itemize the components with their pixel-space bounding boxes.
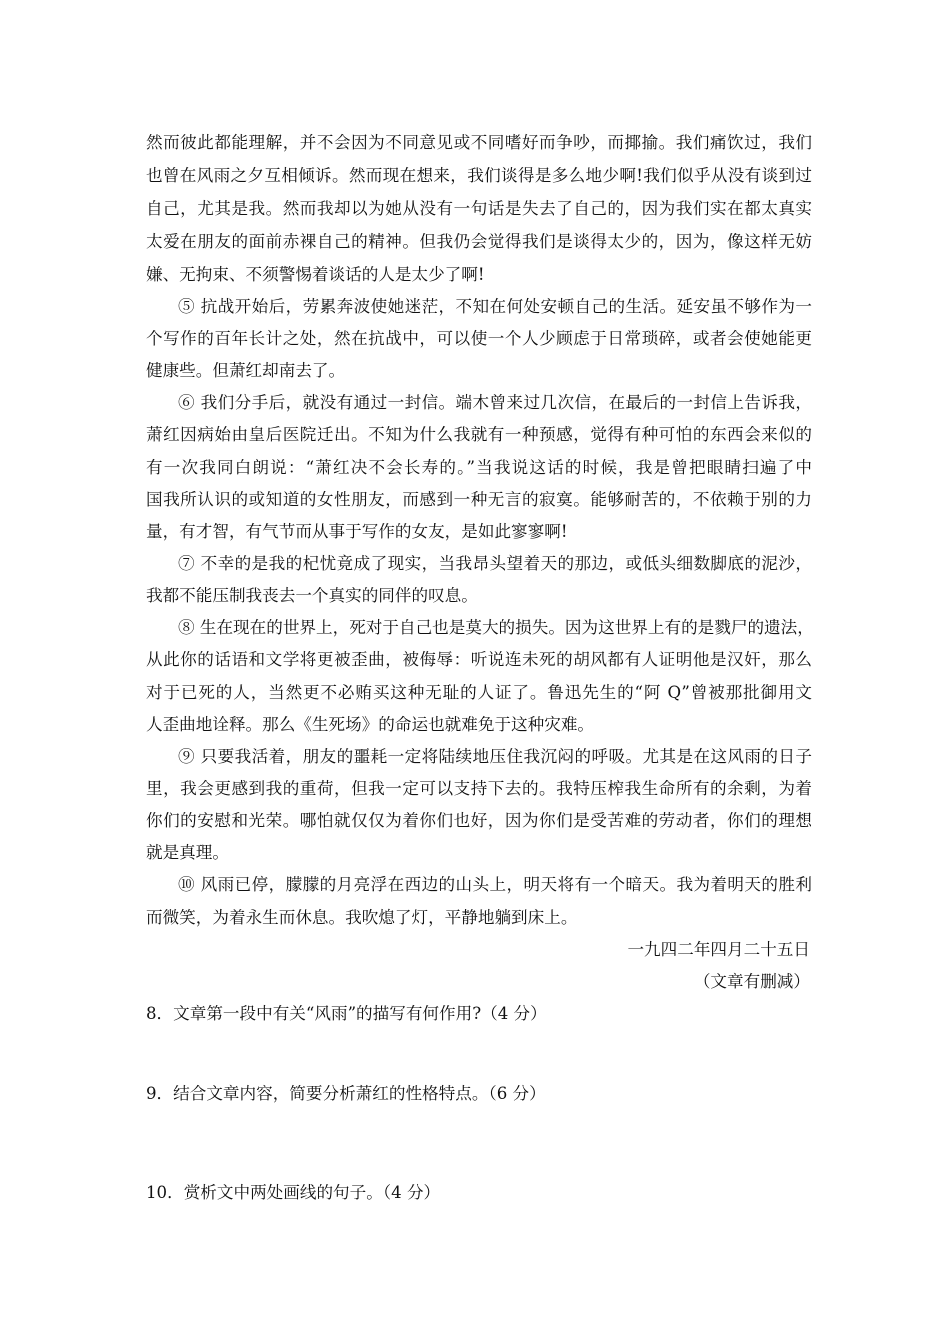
text-line: 你们的安慰和光荣。哪怕就仅仅为着你们也好，因为你们是受苦难的劳动者，你们的理想	[146, 811, 812, 830]
text-line: 而微笑，为着永生而休息。我吹熄了灯，平静地躺到床上。	[146, 908, 578, 927]
text-line: 里，我会更感到我的重荷，但我一定可以支持下去的。我特压榨我生命所有的余剩，为着	[146, 779, 812, 798]
text-line: 就是真理。	[146, 843, 229, 862]
paragraph-9-line: ⑨ 只要我活着，朋友的噩耗一定将陆续地压住我沉闷的呼吸。尤其是在这风雨的日子	[178, 747, 812, 766]
text-line: 自己，尤其是我。然而我却以为她从没有一句话是失去了自己的，因为我们实在都太真实	[146, 199, 812, 218]
text-line: 人歪曲地诠释。那么《生死场》的命运也就难免于这种灾难。	[146, 715, 595, 734]
text-line: 也曾在风雨之夕互相倾诉。然而现在想来，我们谈得是多么地少啊!我们似乎从没有谈到过	[146, 166, 812, 185]
text-line: 对于已死的人，当然更不必贿买这种无耻的人证了。鲁迅先生的“阿 Q”曾被那批御用文	[146, 683, 812, 702]
question-9: 9．结合文章内容，简要分析萧红的性格特点。（6 分）	[146, 1084, 546, 1103]
question-8: 8．文章第一段中有关“风雨”的描写有何作用?（4 分）	[146, 1004, 547, 1023]
text-line: 国我所认识的或知道的女性朋友，而感到一种无言的寂寞。能够耐苦的，不依赖于别的力	[146, 490, 812, 509]
paragraph-7-line: ⑦ 不幸的是我的杞忧竟成了现实，当我昂头望着天的那边，或低头细数脚底的泥沙，	[178, 554, 812, 573]
article-date: 一九四二年四月二十五日	[627, 940, 810, 959]
paragraph-8-line: ⑧ 生在现在的世界上，死对于自己也是莫大的损失。因为这世界上有的是戮尸的遗法，	[178, 618, 814, 637]
text-line: 量，有才智，有气节而从事于写作的女友，是如此寥寥啊!	[146, 522, 568, 541]
paragraph-5-line: ⑤ 抗战开始后，劳累奔波使她迷茫，不知在何处安顿自己的生活。延安虽不够作为一	[178, 297, 812, 316]
text-line: 萧红因病始由皇后医院迁出。不知为什么我就有一种预感，觉得有种可怕的东西会来似的	[146, 425, 812, 444]
text-line: 嫌、无拘束、不须警惕着谈话的人是太少了啊!	[146, 265, 485, 284]
text-line: 然而彼此都能理解，并不会因为不同意见或不同嗜好而争吵，而揶揄。我们痛饮过，我们	[146, 133, 812, 152]
paragraph-10-line: ⑩ 风雨已停，朦朦的月亮浮在西边的山头上，明天将有一个暗天。我为着明天的胜利	[178, 875, 812, 894]
text-line: 太爱在朋友的面前赤裸自己的精神。但我仍会觉得我们是谈得太少的，因为，像这样无妨	[146, 232, 812, 251]
edit-note: （文章有删减）	[693, 972, 810, 991]
text-line: 个写作的百年长计之处，然在抗战中，可以使一个人少顾虑于日常琐碎，或者会使她能更	[146, 329, 812, 348]
text-line: 健康些。但萧红却南去了。	[146, 361, 346, 380]
question-10: 10．赏析文中两处画线的句子。（4 分）	[146, 1183, 441, 1202]
text-line: 我都不能压制我丧去一个真实的同伴的叹息。	[146, 586, 478, 605]
paragraph-6-line: ⑥ 我们分手后，就没有通过一封信。端木曾来过几次信，在最后的一封信上告诉我，	[178, 393, 812, 412]
text-line: 有一次我同白朗说：“萧红决不会长寿的。”当我说这话的时候，我是曾把眼睛扫遍了中	[146, 458, 812, 477]
text-line: 从此你的话语和文学将更被歪曲，被侮辱：听说连未死的胡风都有人证明他是汉奸，那么	[146, 650, 812, 669]
